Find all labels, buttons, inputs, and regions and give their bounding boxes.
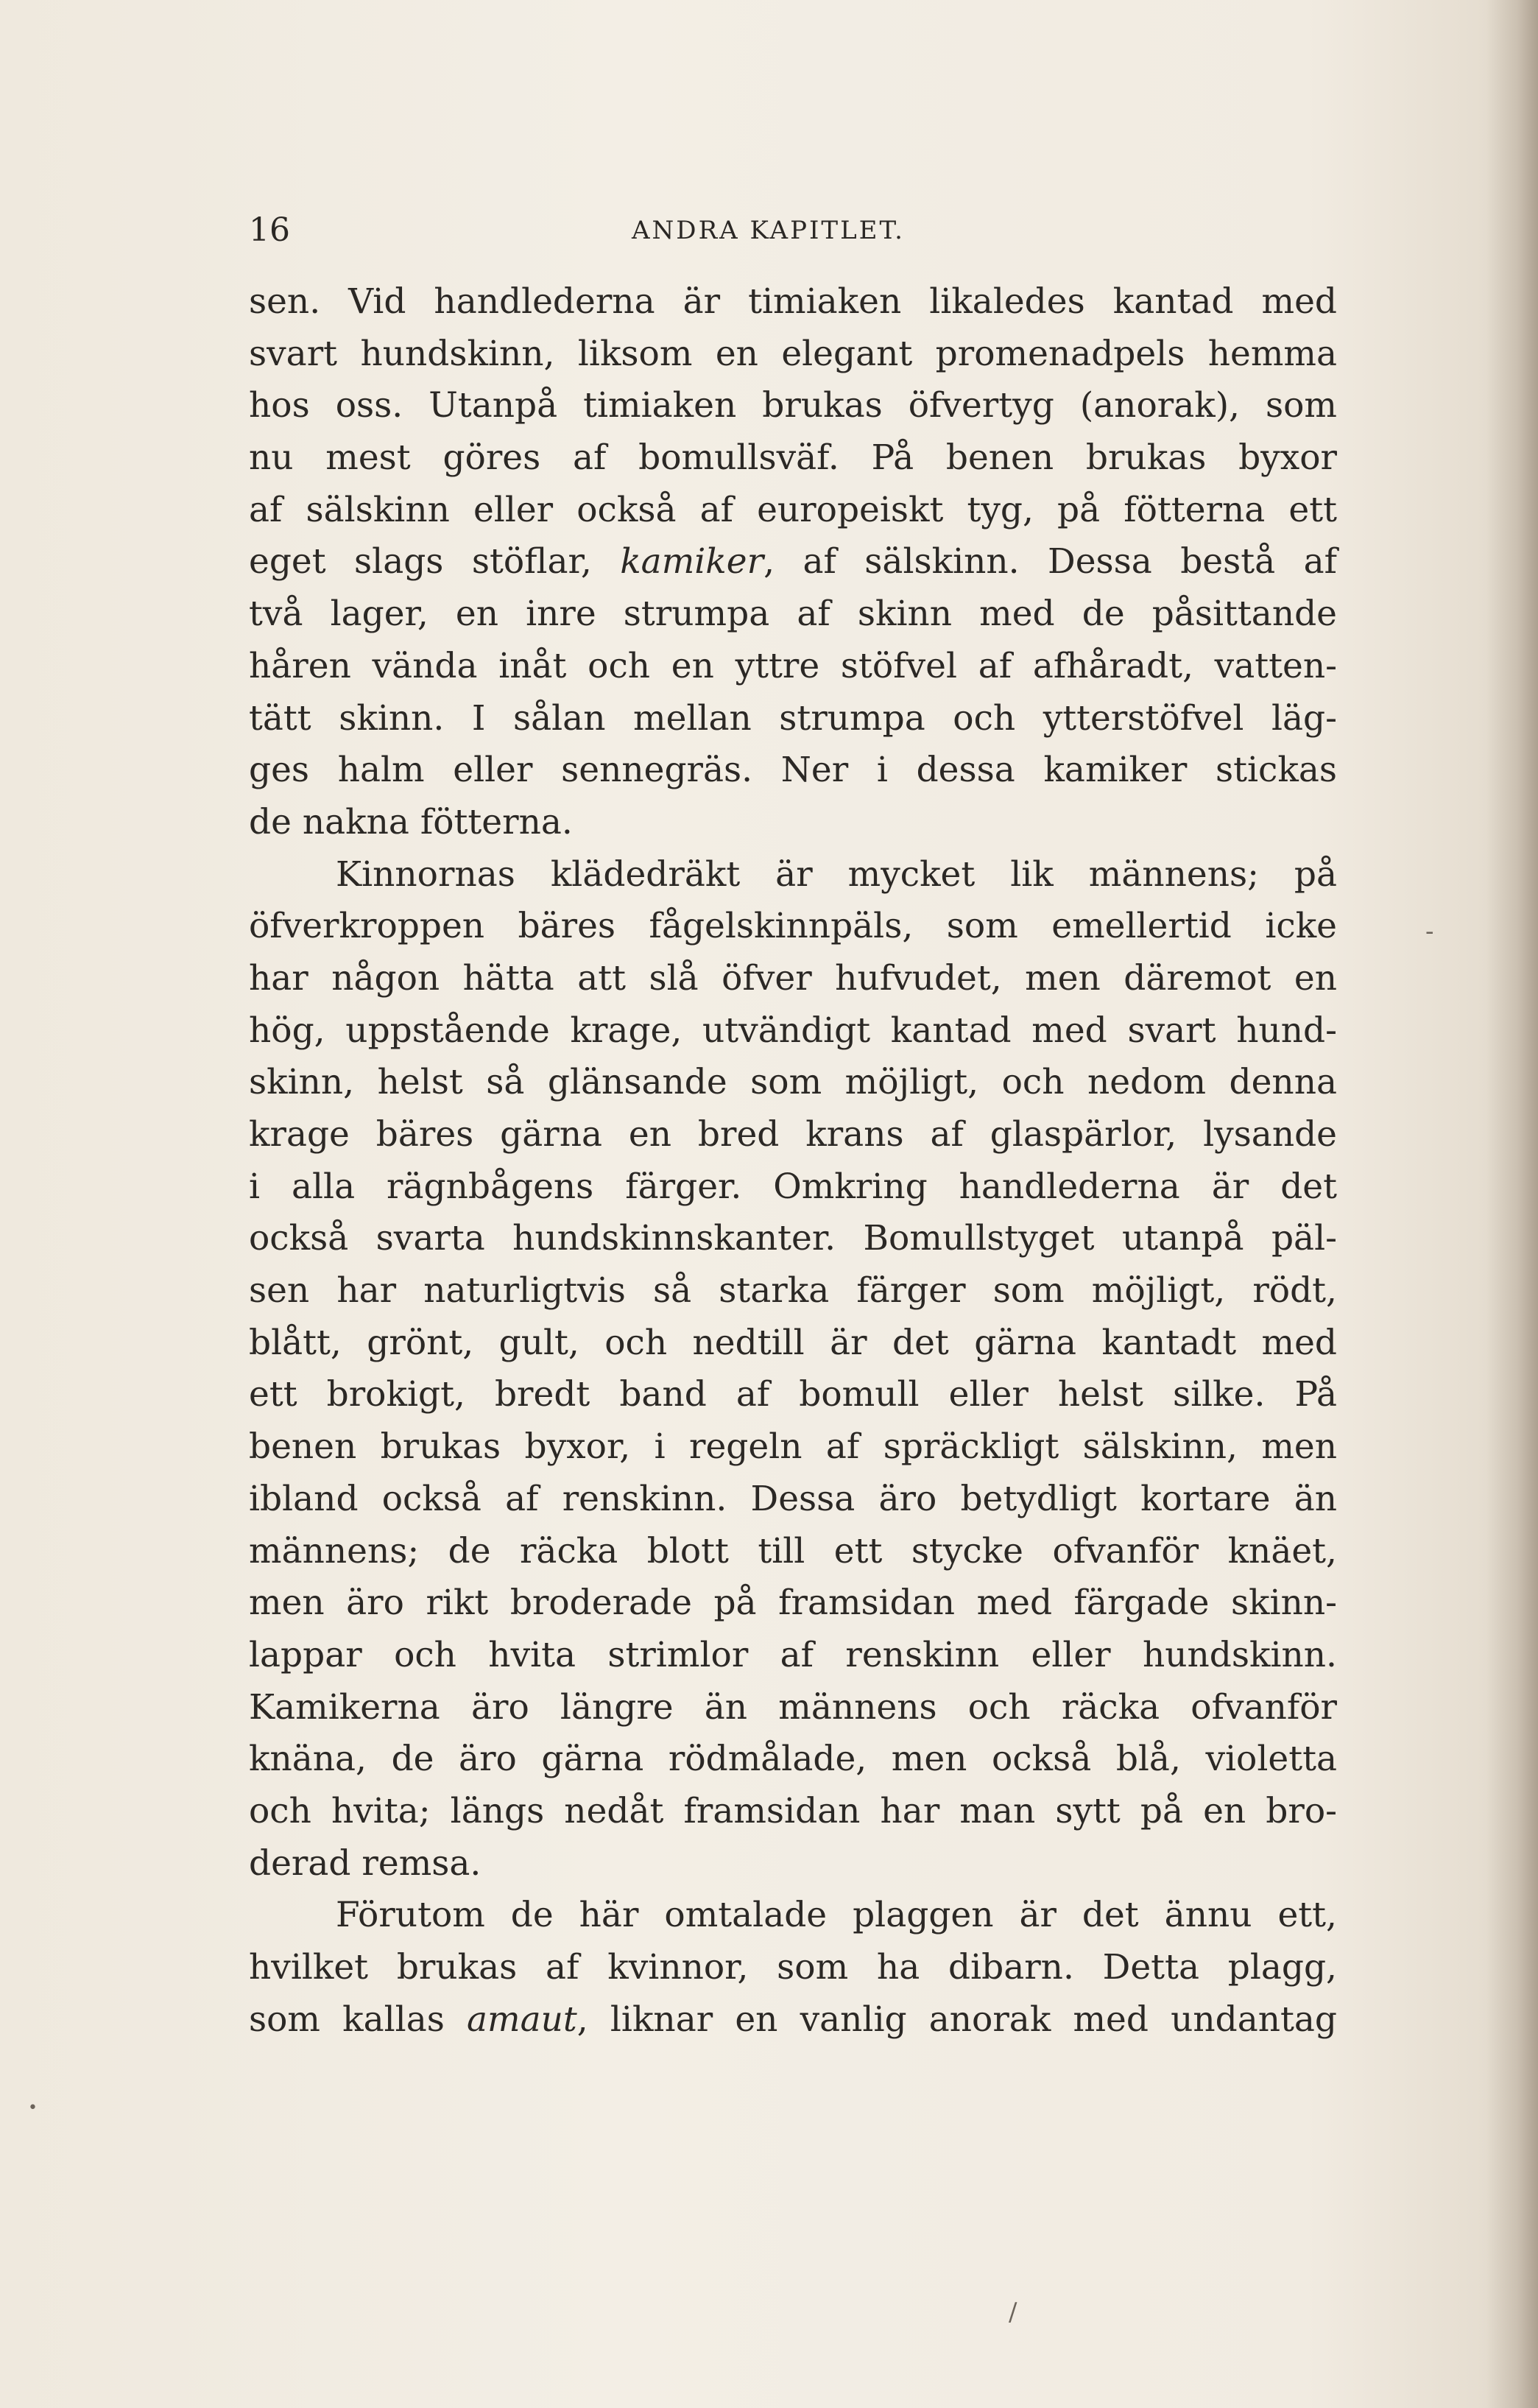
text-line: knäna, de äro gärna rödmålade, men också blå, violetta xyxy=(249,1739,1337,1780)
text-line: lappar och hvita strimlor af renskinn eller hundskinn. xyxy=(249,1634,1337,1675)
text-line: männens; de räcka blott till ett stycke ofvanför knäet, xyxy=(249,1530,1337,1571)
text-line: och hvita; längs nedåt framsidan har man sytt på en bro- xyxy=(249,1790,1337,1831)
text-line: i alla rägnbågens färger. Omkring handlederna är det xyxy=(249,1166,1337,1207)
text-line: har någon hätta att slå öfver hufvudet, men däremot en xyxy=(249,957,1337,999)
text-line: tätt skinn. I sålan mellan strumpa och ytterstöfvel läg- xyxy=(249,697,1337,739)
margin-dash-mark: - xyxy=(1425,917,1434,946)
text-line: eget slags stöflar, kamiker, af sälskinn. Dessa bestå af xyxy=(249,541,1337,582)
running-head: ANDRA KAPITLET. xyxy=(632,216,905,245)
text-line: som kallas amaut, liknar en vanlig anorak med undantag xyxy=(249,1999,1337,2040)
text-line: hög, uppstående krage, utvändigt kantad med svart hund- xyxy=(249,1010,1337,1051)
text-line: håren vända inåt och en yttre stöfvel af afhåradt, vatten- xyxy=(249,645,1337,686)
text-line: öfverkroppen bäres fågelskinnpäls, som emellertid icke xyxy=(249,906,1337,947)
text-line: Kinnornas klädedräkt är mycket lik männens; på xyxy=(336,853,1337,895)
text-line: nu mest göres af bomullsväf. På benen brukas byxor xyxy=(249,437,1337,479)
text-line: derad remsa. xyxy=(249,1842,481,1884)
text-line: men äro rikt broderade på framsidan med färgade skinn- xyxy=(249,1583,1337,1624)
text-line: svart hundskinn, liksom en elegant promenadpels hemma xyxy=(249,333,1337,374)
body-text xyxy=(249,276,1337,2046)
text-line: ibland också af renskinn. Dessa äro betydligt kortare än xyxy=(249,1478,1337,1519)
page-edge-shadow xyxy=(1486,0,1538,2408)
stray-slash-mark: / xyxy=(1009,2298,1017,2327)
text-line: krage bäres gärna en bred krans af glaspärlor, lysande xyxy=(249,1114,1337,1155)
page-header xyxy=(249,205,1337,256)
text-line: hos oss. Utanpå timiaken brukas öfvertyg (anorak), som xyxy=(249,385,1337,426)
text-line: sen. Vid handlederna är timiaken likaledes kantad med xyxy=(249,281,1337,322)
text-line: Förutom de här omtalade plaggen är det ännu ett, xyxy=(336,1895,1337,1936)
text-line: också svarta hundskinnskanter. Bomullstyget utanpå päl- xyxy=(249,1218,1337,1259)
text-line: ett brokigt, bredt band af bomull eller helst silke. På xyxy=(249,1374,1337,1415)
text-line: skinn, helst så glänsande som möjligt, och nedom denna xyxy=(249,1062,1337,1103)
text-line: hvilket brukas af kvinnor, som ha dibarn. Detta plagg, xyxy=(249,1947,1337,1988)
text-line: benen brukas byxor, i regeln af spräckligt sälskinn, men xyxy=(249,1426,1337,1468)
text-line: blått, grönt, gult, och nedtill är det gärna kantadt med xyxy=(249,1322,1337,1363)
text-line: ges halm eller sennegräs. Ner i dessa kamiker stickas xyxy=(249,750,1337,791)
stray-dot-mark: • xyxy=(28,2099,38,2117)
text-line: två lager, en inre strumpa af skinn med de påsittande xyxy=(249,594,1337,635)
page-number: 16 xyxy=(249,211,290,249)
text-line: de nakna fötterna. xyxy=(249,801,573,842)
text-line: Kamikerna äro längre än männens och räcka ofvanför xyxy=(249,1686,1337,1728)
text-line: af sälskinn eller också af europeiskt tyg, på fötterna ett xyxy=(249,489,1337,530)
text-line: sen har naturligtvis så starka färger som möjligt, rödt, xyxy=(249,1270,1337,1312)
